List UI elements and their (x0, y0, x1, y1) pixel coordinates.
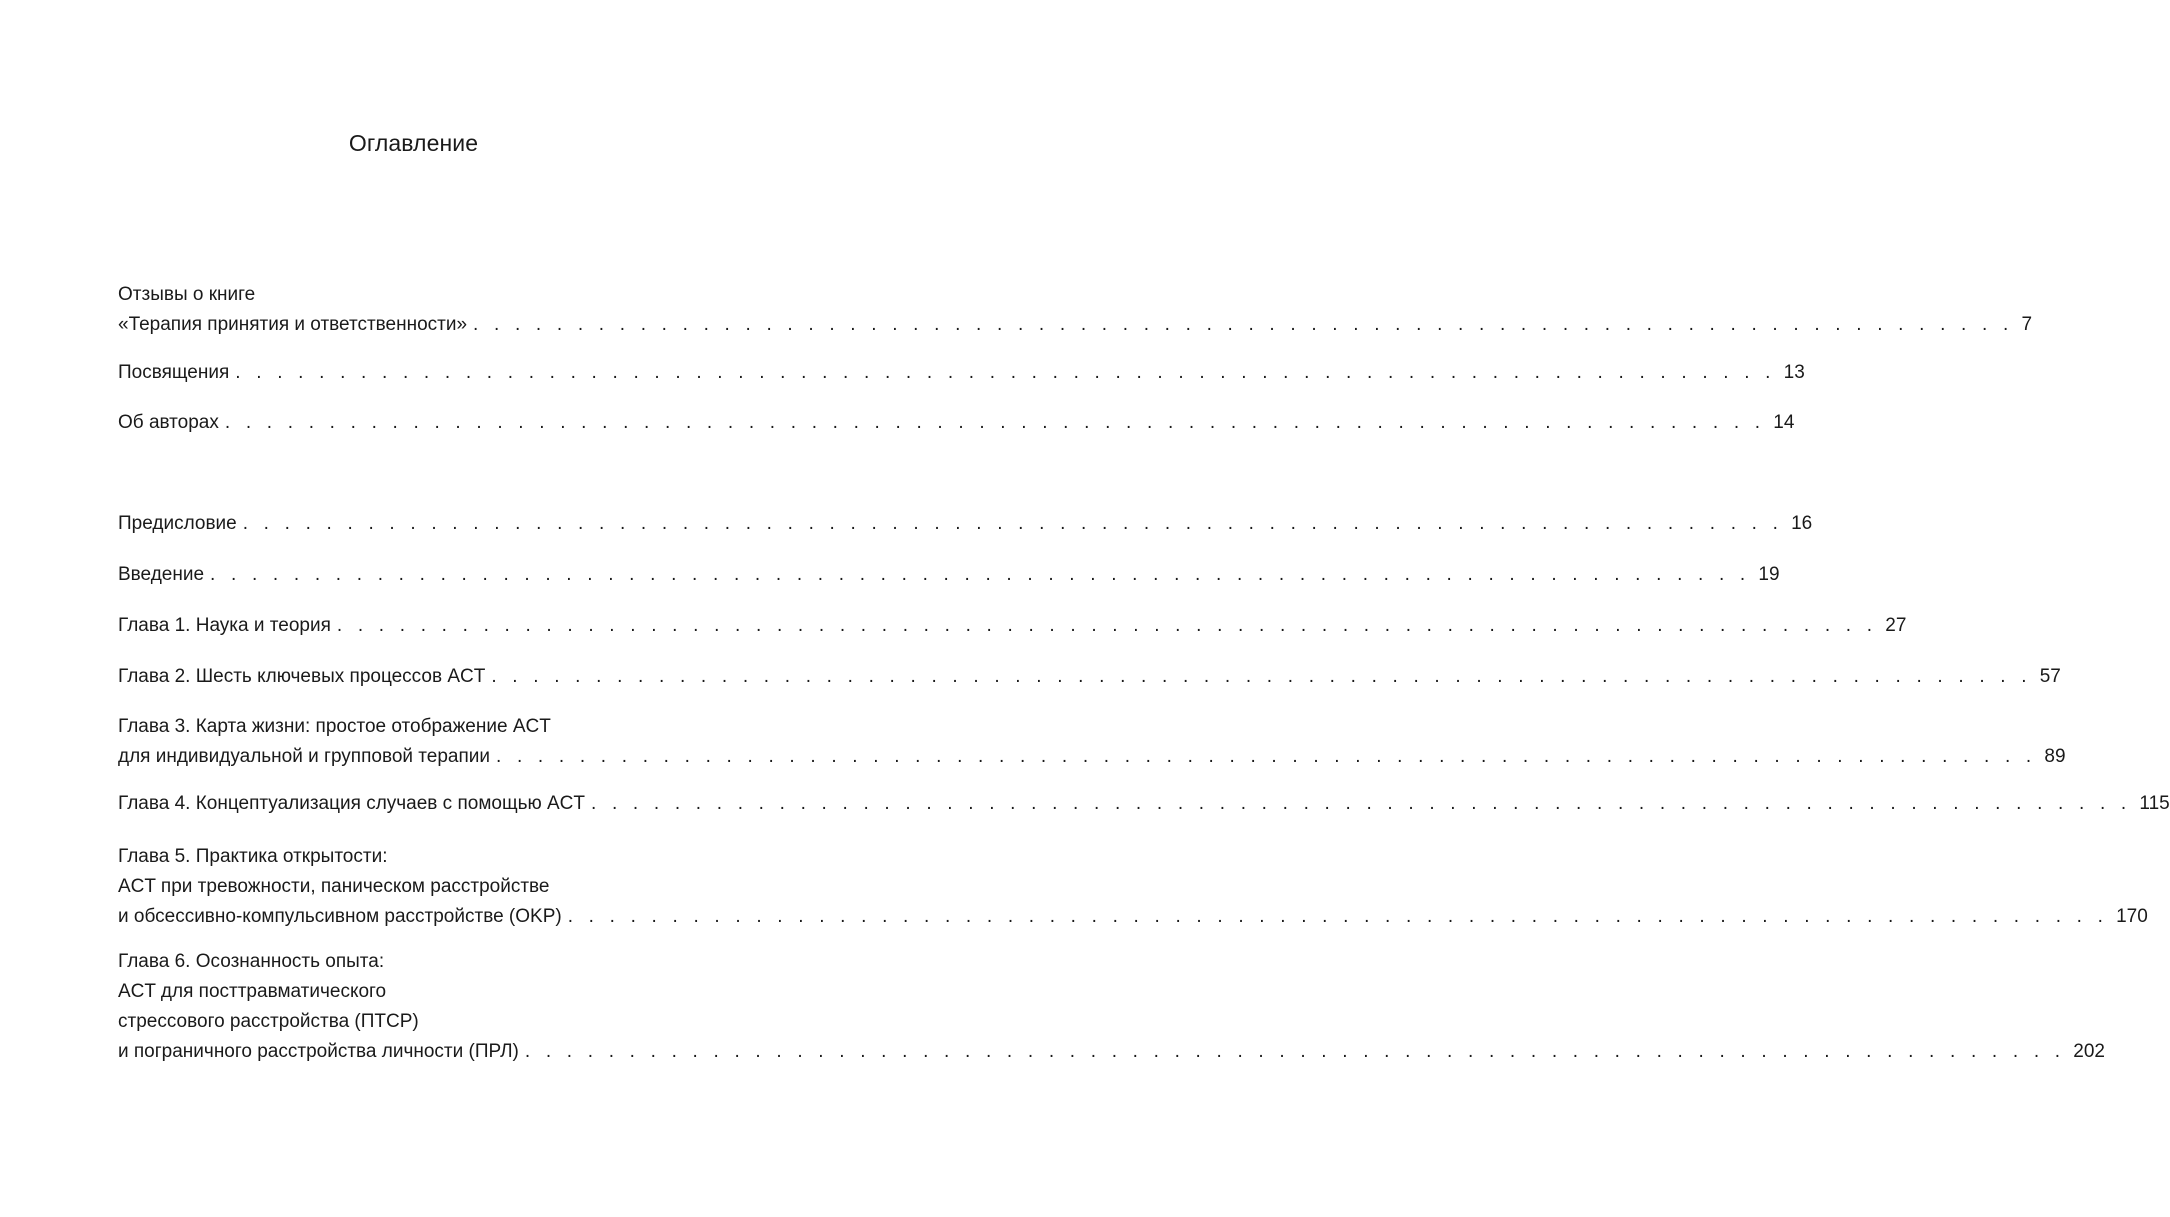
dot-leader: . . . . . . . . . . . . . . . . . . . . . . . . . . . . . . . . . . . . . . . . . . . . . . . . . . . . . . . . . . . . . . . . . . . . . . . . . . (473, 314, 2014, 335)
toc-entry-text: Глава 4. Концептуализация случаев с помощью ACT (118, 793, 586, 814)
toc-entry-chapter-5[interactable] (118, 844, 2148, 930)
page-number: 14 (1773, 412, 1795, 433)
toc-entry-text: Глава 1. Наука и теория (118, 615, 331, 636)
toc-entry-introduction[interactable] (118, 562, 1780, 588)
toc-entry-chapter-1[interactable] (118, 613, 1907, 639)
toc-entry-text: Введение (118, 564, 205, 585)
dot-leader: . . . . . . . . . . . . . . . . . . . . . . . . . . . . . . . . . . . . . . . . . . . . . . . . . . . . . . . . . . . . . . . . . . . . . . . . . . (567, 906, 2109, 927)
page-number: 19 (1758, 564, 1780, 585)
page-number: 13 (1783, 362, 1805, 383)
toc-entry-dedications[interactable] (118, 360, 1805, 386)
toc-entry-text: для индивидуальной и групповой терапии (118, 746, 490, 767)
page-number: 89 (2044, 746, 2066, 767)
page-title: Оглавление (348, 130, 479, 156)
page-number: 7 (2021, 314, 2033, 335)
page-number: 115 (2139, 793, 2170, 814)
toc-entry-text: Об авторах (118, 412, 219, 433)
toc-entry-chapter-6[interactable] (118, 949, 2105, 1065)
toc-entry-text: «Терапия принятия и ответственности» (118, 314, 468, 335)
toc-entry-text: Глава 3. Карта жизни: простое отображение ACT (118, 716, 551, 737)
toc-entry-text: Глава 5. Практика открытости: (118, 846, 388, 867)
dot-leader: . . . . . . . . . . . . . . . . . . . . . . . . . . . . . . . . . . . . . . . . . . . . . . . . . . . . . . . . . . . . . . . . . . . . . . . . . . (496, 746, 2037, 767)
toc-entry-chapter-2[interactable] (118, 664, 2061, 690)
dot-leader: . . . . . . . . . . . . . . . . . . . . . . . . . . . . . . . . . . . . . . . . . . . . . . . . . . . . . . . . . . . . . . . . . . . . . . . . . . (591, 793, 2132, 814)
toc-entry-text: и обсессивно-компульсивном расстройстве (OKP) (118, 906, 562, 927)
toc-entry-text: Глава 2. Шесть ключевых процессов ACT (118, 666, 486, 687)
toc-entry-text: стрессового расстройства (ПТСР) (118, 1011, 419, 1032)
page-number: 27 (1885, 615, 1907, 636)
toc-entry-text: Глава 6. Осознанность опыта: (118, 951, 385, 972)
dot-leader: . . . . . . . . . . . . . . . . . . . . . . . . . . . . . . . . . . . . . . . . . . . . . . . . . . . . . . . . . . . . . . . . . . . . . . . . . . (224, 412, 1766, 433)
page-number: 202 (2073, 1041, 2105, 1062)
toc-entry-chapter-3[interactable] (118, 714, 2066, 770)
page-number: 16 (1791, 513, 1813, 534)
page-number: 57 (2039, 666, 2061, 687)
toc-entry-text: Отзывы о книге (118, 284, 256, 305)
dot-leader: . . . . . . . . . . . . . . . . . . . . . . . . . . . . . . . . . . . . . . . . . . . . . . . . . . . . . . . . . . . . . . . . . . . . . . . . . . (210, 564, 1751, 585)
toc-entry-text: ACT для посттравматического (118, 981, 387, 1002)
dot-leader: . . . . . . . . . . . . . . . . . . . . . . . . . . . . . . . . . . . . . . . . . . . . . . . . . . . . . . . . . . . . . . . . . . . . . . . . . . (491, 666, 2032, 687)
dot-leader: . . . . . . . . . . . . . . . . . . . . . . . . . . . . . . . . . . . . . . . . . . . . . . . . . . . . . . . . . . . . . . . . . . . . . . . . . . (235, 362, 1776, 383)
toc-entry-reviews[interactable] (118, 282, 2033, 338)
page-number: 170 (2116, 906, 2148, 927)
toc-entry-about-authors[interactable] (118, 410, 1795, 436)
toc-entry-text: и пограничного расстройства личности (ПРЛ) (118, 1041, 519, 1062)
toc-entry-preface[interactable] (118, 511, 1813, 537)
dot-leader: . . . . . . . . . . . . . . . . . . . . . . . . . . . . . . . . . . . . . . . . . . . . . . . . . . . . . . . . . . . . . . . . . . . . . . . . . . (524, 1041, 2066, 1062)
toc-entry-text: ACT при тревожности, паническом расстройстве (118, 876, 550, 897)
toc-entry-chapter-4[interactable] (118, 791, 2170, 817)
dot-leader: . . . . . . . . . . . . . . . . . . . . . . . . . . . . . . . . . . . . . . . . . . . . . . . . . . . . . . . . . . . . . . . . . . . . . . . . . . (336, 615, 1878, 636)
toc-entry-text: Предисловие (118, 513, 237, 534)
toc-entry-text: Посвящения (118, 362, 230, 383)
dot-leader: . . . . . . . . . . . . . . . . . . . . . . . . . . . . . . . . . . . . . . . . . . . . . . . . . . . . . . . . . . . . . . . . . . . . . . . . . . (242, 513, 1784, 534)
